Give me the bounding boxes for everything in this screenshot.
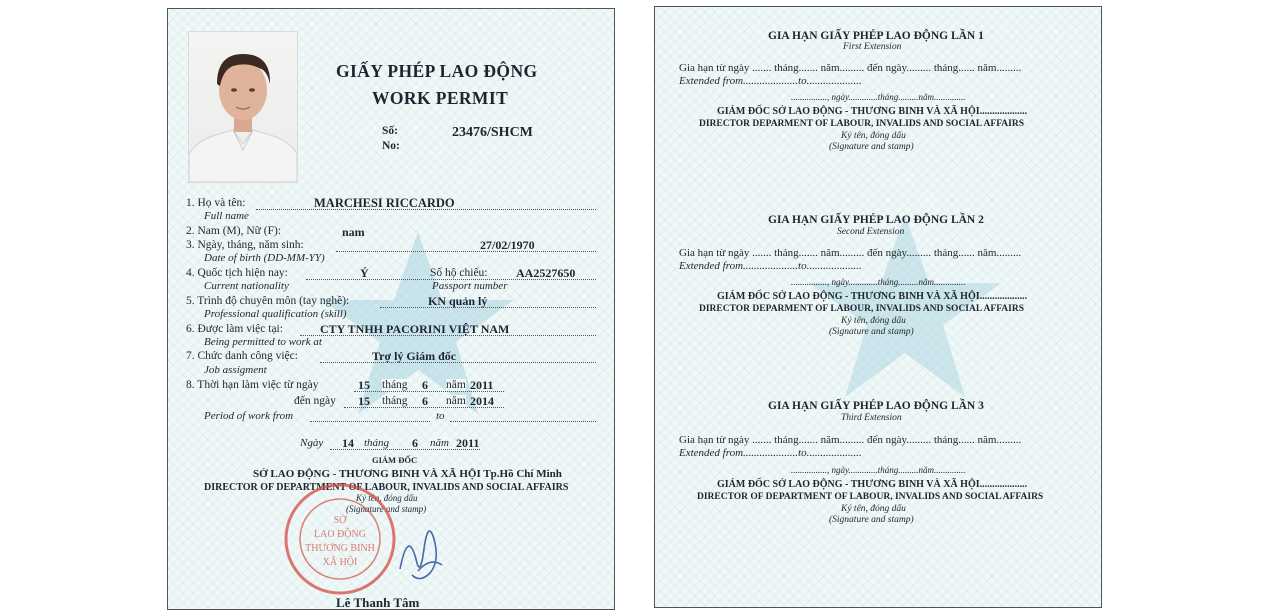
to-month-value: 6 <box>422 394 428 408</box>
field-4-label: 4. Quốc tịch hiện nay: <box>186 267 288 279</box>
qualification-value: KN quản lý <box>428 294 488 308</box>
job-title-value: Trợ lý Giám đốc <box>372 349 457 363</box>
period-to-label: to <box>436 410 445 422</box>
field-2-label: 2. Nam (M), Nữ (F): <box>186 225 282 237</box>
official-stamp-icon <box>280 479 400 599</box>
extension-1-director-en: DIRECTOR DEPARMENT OF LABOUR, INVALIDS AND SOCIAL AFFAIRS <box>699 119 1024 129</box>
passport-sub: Passport number <box>432 280 508 292</box>
field-1-label: 1. Họ và tên: <box>186 197 246 209</box>
extension-3-sign-en: (Signature and stamp) <box>829 515 914 525</box>
number-label-vi: Số: <box>382 125 398 137</box>
employer-value: CTY TNHH PACORINI VIỆT NAM <box>320 322 510 336</box>
extension-3-director-en: DIRECTOR OF DEPARTMENT OF LABOUR, INVALIDS AND SOCIAL AFFAIRS <box>697 492 1044 502</box>
extension-1-date-line: ................, ngày.............tháng.........năm.............. <box>791 92 966 102</box>
from-day-value: 15 <box>358 378 370 392</box>
title-en: WORK PERMIT <box>372 88 509 108</box>
period-from-label: Period of work from <box>204 410 294 422</box>
extension-3-subtitle: Third Extension <box>841 413 902 423</box>
from-thang-label: tháng <box>382 379 408 391</box>
extensions-page <box>654 6 1102 608</box>
gender-value: nam <box>342 225 365 239</box>
to-day-value: 15 <box>358 394 370 408</box>
to-date-label: đến ngày <box>294 395 336 407</box>
signer-name: Lê Thanh Tâm <box>336 595 420 610</box>
field-5-line <box>380 307 596 308</box>
svg-text:THƯƠNG BINH: THƯƠNG BINH <box>305 543 375 554</box>
extension-2-director-en: DIRECTOR DEPARMENT OF LABOUR, INVALIDS AND SOCIAL AFFAIRS <box>699 304 1024 314</box>
from-month-value: 6 <box>422 378 428 392</box>
portrait-photo <box>188 31 298 183</box>
director-dept-vi: SỞ LAO ĐỘNG - THƯƠNG BINH VÀ XÃ HỘI Tp.Hồ Chí Minh <box>253 468 562 480</box>
permit-number: 23476/SHCM <box>452 125 533 140</box>
sign-label-en: (Signature and stamp) <box>346 504 427 514</box>
extension-3-director-vi: GIÁM ĐỐC SỞ LAO ĐỘNG - THƯƠNG BINH VÀ XÃ HỘI................... <box>717 479 1028 490</box>
extension-1-director-vi: GIÁM ĐỐC SỞ LAO ĐỘNG - THƯƠNG BINH VÀ XÃ HỘI................... <box>717 106 1028 117</box>
field-7-label: 7. Chức danh công việc: <box>186 350 298 362</box>
extension-3-line-2: Extended from....................to.................... <box>679 447 862 459</box>
dob-value: 27/02/1970 <box>480 238 535 252</box>
sign-label-vi: Ký tên, đóng dấu <box>356 493 418 503</box>
to-year-value: 2014 <box>470 394 494 408</box>
extension-2-date-line: ................, ngày.............tháng.........năm.............. <box>791 277 966 287</box>
field-1-sub: Full name <box>204 210 249 222</box>
extension-1-sign-vi: Ký tên, đóng dấu <box>841 131 906 141</box>
svg-text:LAO ĐỘNG: LAO ĐỘNG <box>314 529 366 540</box>
issue-ngay-label: Ngày <box>300 437 324 449</box>
issue-day-value: 14 <box>342 436 354 450</box>
extension-1-line-2: Extended from....................to.................... <box>679 75 862 87</box>
extension-1-title: GIA HẠN GIẤY PHÉP LAO ĐỘNG LẦN 1 <box>768 30 984 42</box>
field-4-sub: Current nationality <box>204 280 289 292</box>
to-thang-label: tháng <box>382 395 408 407</box>
extension-2-sign-en: (Signature and stamp) <box>829 327 914 337</box>
extension-3-date-line: ................, ngày.............tháng.........năm.............. <box>791 465 966 475</box>
issue-nam-label: năm <box>430 437 449 449</box>
number-label-en: No: <box>382 140 400 152</box>
field-7-line <box>320 362 596 363</box>
field-6-sub: Being permitted to work at <box>204 336 322 348</box>
extension-3-line-1: Gia hạn từ ngày ....... tháng....... năm......... đến ngày......... tháng...... năm......... <box>679 434 1022 446</box>
field-5-sub: Professional qualification (skill) <box>204 308 347 320</box>
extension-2-line-1: Gia hạn từ ngày ....... tháng....... năm......... đến ngày......... tháng...... năm......... <box>679 247 1022 259</box>
title-vi: GIẤY PHÉP LAO ĐỘNG <box>336 61 538 81</box>
field-3-sub: Date of birth (DD-MM-YY) <box>204 252 325 264</box>
to-nam-label: năm <box>446 395 466 407</box>
period-line-2 <box>450 421 596 422</box>
period-line-1 <box>310 421 430 422</box>
extension-2-title: GIA HẠN GIẤY PHÉP LAO ĐỘNG LẦN 2 <box>768 214 984 226</box>
extension-2-sign-vi: Ký tên, đóng dấu <box>841 316 906 326</box>
field-8-label: 8. Thời hạn làm việc từ ngày <box>186 379 319 391</box>
extension-2-line-2: Extended from....................to.................... <box>679 260 862 272</box>
svg-text:SỞ: SỞ <box>333 515 347 526</box>
work-permit-page <box>167 8 615 610</box>
from-nam-label: năm <box>446 379 466 391</box>
director-dept-en: DIRECTOR OF DEPARTMENT OF LABOUR, INVALIDS AND SOCIAL AFFAIRS <box>204 482 569 493</box>
passport-value: AA2527650 <box>516 266 576 280</box>
extension-1-line-1: Gia hạn từ ngày ....... tháng....... năm......... đến ngày......... tháng...... năm......... <box>679 62 1022 74</box>
director-title-small: GIÁM ĐỐC <box>372 455 418 465</box>
full-name-value: MARCHESI RICCARDO <box>314 196 455 210</box>
passport-label: Số hộ chiếu: <box>430 267 488 279</box>
field-5-label: 5. Trình độ chuyên môn (tay nghề): <box>186 295 350 307</box>
extension-2-director-vi: GIÁM ĐỐC SỞ LAO ĐỘNG - THƯƠNG BINH VÀ XÃ HỘI................... <box>717 291 1028 302</box>
issue-thang-label: tháng <box>364 437 390 449</box>
from-year-value: 2011 <box>470 378 494 392</box>
extension-3-title: GIA HẠN GIẤY PHÉP LAO ĐỘNG LẦN 3 <box>768 400 984 412</box>
extension-1-sign-en: (Signature and stamp) <box>829 142 914 152</box>
extension-1-subtitle: First Extension <box>843 42 902 52</box>
person-portrait-icon <box>189 32 297 182</box>
field-6-label: 6. Được làm việc tại: <box>186 323 283 335</box>
field-7-sub: Job assigment <box>204 364 267 376</box>
extension-2-subtitle: Second Extension <box>837 227 905 237</box>
extension-3-sign-vi: Ký tên, đóng dấu <box>841 504 906 514</box>
field-3-label: 3. Ngày, tháng, năm sinh: <box>186 239 304 251</box>
signature-icon <box>390 509 450 589</box>
svg-text:XÃ HỘI: XÃ HỘI <box>322 557 358 568</box>
nationality-value: Ý <box>360 266 369 280</box>
issue-year-value: 2011 <box>456 436 480 450</box>
issue-month-value: 6 <box>412 436 418 450</box>
field-3-line <box>336 251 596 252</box>
